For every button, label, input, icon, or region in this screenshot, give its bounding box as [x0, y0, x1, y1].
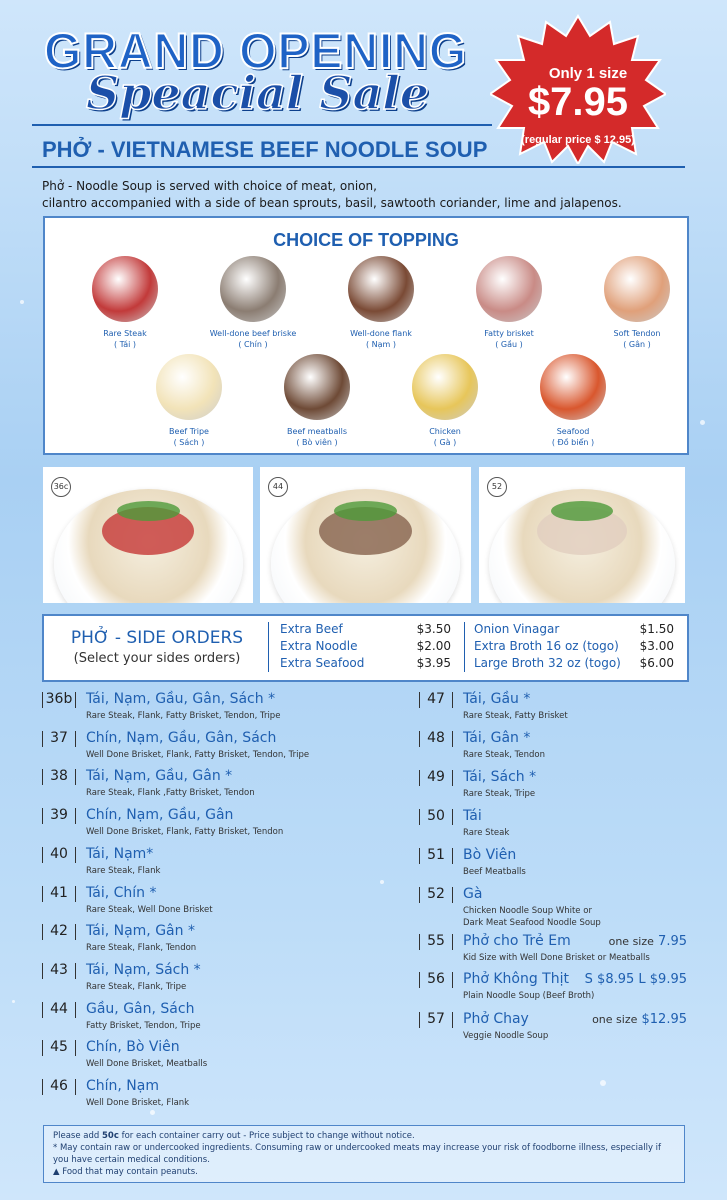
item-description-line: Rare Steak, Fatty Brisket: [463, 711, 568, 721]
item-number: 57: [419, 1011, 453, 1027]
item-description: Well Done Brisket, Flank: [86, 1098, 190, 1108]
side-order-name: Extra Noodle: [280, 639, 358, 653]
topping-viet-name: ( Gầu ): [495, 340, 523, 349]
topping-photo: [156, 354, 222, 420]
item-number: 56: [419, 971, 453, 987]
item-price: [592, 1012, 687, 1027]
topping-photo: [348, 256, 414, 322]
price-value: S $8.95 L $9.95: [584, 972, 687, 987]
item-description-line: Rare Steak: [463, 828, 510, 838]
side-order-price: $2.00: [416, 639, 451, 653]
price-label: one size: [608, 935, 654, 948]
item-name: Tái, Sách *: [463, 769, 537, 785]
menu-item: [419, 769, 689, 805]
topping-item: [385, 354, 505, 448]
topping-viet-name: ( Nạm ): [365, 340, 396, 349]
side-order-name: Extra Seafood: [280, 656, 365, 670]
item-number: 46: [42, 1078, 76, 1094]
item-name: Tái, Gầu *: [463, 691, 531, 707]
item-description-line: Rare Steak, Tripe: [463, 789, 536, 799]
item-description: [463, 710, 568, 722]
topping-viet-name: ( Chín ): [238, 340, 268, 349]
topping-item: [65, 256, 185, 350]
menu-item: [419, 886, 689, 928]
item-number: 47: [419, 691, 453, 707]
item-name: Chín, Bò Viên: [86, 1039, 180, 1056]
badge-price: $7.95: [527, 80, 629, 124]
footer-text: for each container carry out - Price subject to change without notice.: [118, 1131, 415, 1141]
item-description: Well Done Brisket, Flank, Fatty Brisket, Tendon: [86, 827, 284, 838]
topping-photo: [476, 256, 542, 322]
topping-viet-name: ( Gà ): [433, 438, 457, 447]
side-order-price: $3.00: [639, 639, 674, 653]
snow-dot: [700, 420, 705, 425]
snow-dot: [20, 300, 24, 304]
special-sale-title: Speacial Sale: [86, 66, 430, 120]
item-description: Rare Steak, Well Done Brisket: [86, 904, 213, 915]
menu-item: [42, 846, 402, 882]
item-description: [463, 749, 545, 761]
item-description: [463, 990, 594, 1002]
topping-item: [321, 256, 441, 350]
item-name: Tái, Chín *: [86, 884, 157, 901]
item-number-badge: 52: [487, 477, 507, 497]
topping-title: CHOICE OF TOPPING: [273, 230, 459, 250]
item-description-line: Chicken Noodle Soup White or: [463, 906, 592, 916]
footer-text: 50c: [102, 1131, 119, 1141]
topping-photo: [220, 256, 286, 322]
topping-item: [577, 256, 697, 350]
topping-name: Well-done flank: [350, 329, 412, 338]
item-number: 38: [42, 768, 76, 784]
item-name: Tái, Nạm, Sách *: [86, 961, 201, 978]
topping-name: Seafood: [556, 427, 590, 436]
item-description-line: Rare Steak, Tendon: [463, 750, 546, 760]
item-description: [463, 788, 535, 800]
item-number: 44: [42, 1001, 76, 1017]
item-description-line: Veggie Noodle Soup: [463, 1031, 549, 1041]
item-name: Phở Không Thịt: [463, 971, 569, 987]
topping-name: Well-done beef briske: [209, 329, 297, 338]
item-name: Phở cho Trẻ Em: [463, 933, 571, 949]
side-order-price: $3.50: [416, 622, 451, 636]
topping-name: Beef Tripe: [169, 427, 209, 436]
badge-size-label: Only 1 size: [548, 65, 628, 82]
topping-viet-name: ( Gân ): [623, 340, 651, 349]
side-order-name: Large Broth 32 oz (togo): [474, 656, 621, 670]
item-description: Rare Steak, Flank, Tendon: [86, 943, 197, 954]
topping-name: Chicken: [429, 427, 461, 436]
item-name: Chín, Nạm, Gầu, Gân, Sách: [86, 729, 277, 746]
side-order-name: Onion Vinagar: [474, 622, 560, 636]
topping-viet-name: ( Bò viên ): [296, 438, 338, 447]
item-name: Chín, Nạm: [86, 1078, 160, 1094]
topping-name: Fatty brisket: [484, 329, 534, 338]
side-orders-subtitle: (Select your sides orders): [73, 651, 241, 666]
menu-item: [42, 962, 402, 998]
topping-item: [513, 354, 633, 448]
divider: [268, 622, 269, 672]
item-number-badge: 36c: [51, 477, 71, 497]
topping-photo: [540, 354, 606, 420]
menu-item: [419, 730, 689, 766]
footer-text: Please add: [53, 1131, 102, 1141]
item-description-line: Dark Meat Seafood Noodle Soup: [463, 918, 601, 928]
item-description: [463, 952, 650, 964]
side-orders-title: PHỞ - SIDE ORDERS: [70, 628, 244, 648]
menu-item: [42, 768, 402, 804]
snow-dot: [600, 1080, 606, 1086]
item-name: Tái, Nạm, Gầu, Gân *: [86, 768, 233, 785]
item-description: Well Done Brisket, Flank, Fatty Brisket, Tendon, Tripe: [86, 749, 310, 760]
section-title: PHỞ - VIETNAMESE BEEF NOODLE SOUP: [42, 137, 488, 162]
item-name: Tái, Nạm, Gầu, Gân, Sách *: [86, 691, 276, 707]
item-number: 55: [419, 933, 453, 949]
footer-notes: [43, 1125, 685, 1183]
item-number: 39: [42, 807, 76, 823]
item-name: Gà: [463, 886, 483, 902]
menu-item: [419, 808, 689, 844]
side-order-name: Extra Beef: [280, 622, 343, 636]
menu-item: [42, 923, 402, 959]
item-description: [463, 827, 509, 839]
item-description: Rare Steak, Flank ,Fatty Brisket, Tendon: [86, 788, 255, 799]
item-description: Rare Steak, Flank, Tripe: [86, 981, 187, 992]
item-description: Rare Steak, Flank, Fatty Brisket, Tendon, Tripe: [86, 711, 281, 721]
menu-item: [42, 730, 402, 766]
topping-viet-name: ( Sách ): [173, 438, 205, 447]
footer-line: * May contain raw or undercooked ingredients. Consuming raw or undercooked meats may increase your risk of foodborne illness, especially if you have certain medical conditions.: [53, 1143, 662, 1165]
topping-photo: [284, 354, 350, 420]
item-description: [463, 866, 526, 878]
topping-item: [257, 354, 377, 448]
herb-shape: [334, 501, 397, 521]
badge-regular-price: (regular price $ 12.95): [521, 134, 635, 146]
price-value: $12.95: [641, 1012, 687, 1027]
topping-photo: [92, 256, 158, 322]
item-price: [585, 972, 687, 987]
menu-item: [42, 691, 402, 727]
topping-name: Beef meatballs: [286, 427, 348, 436]
menu-item: [42, 1001, 402, 1037]
topping-item: [193, 256, 313, 350]
item-description: Rare Steak, Flank: [86, 865, 161, 876]
topping-viet-name: ( Đồ biển ): [551, 438, 595, 447]
pho-bowl-photo: [43, 467, 253, 603]
pho-bowl-photo: [479, 467, 685, 603]
price-value: 7.95: [658, 934, 687, 949]
topping-photo: [412, 354, 478, 420]
pho-bowl-photo: [260, 467, 471, 603]
footer-line: [53, 1130, 675, 1142]
topping-viet-name: ( Tái ): [113, 340, 136, 349]
side-orders-box: [42, 614, 689, 682]
herb-shape: [117, 501, 180, 521]
herb-shape: [551, 501, 613, 521]
item-price: [609, 934, 687, 949]
item-description: [463, 905, 601, 929]
item-description-line: Beef Meatballs: [463, 867, 526, 877]
item-number: 51: [419, 847, 453, 863]
topping-name: Rare Steak: [103, 329, 147, 338]
item-name: Gầu, Gân, Sách: [86, 1000, 195, 1017]
divider: [32, 124, 492, 126]
grand-opening-title: GRAND OPENING: [44, 23, 468, 79]
divider: [32, 166, 685, 168]
side-order-price: $3.95: [416, 656, 451, 670]
topping-item: [129, 354, 249, 448]
item-number: 37: [42, 730, 76, 746]
topping-photo: [604, 256, 670, 322]
topping-item: [449, 256, 569, 350]
item-number-badge: 44: [268, 477, 288, 497]
item-number: 41: [42, 885, 76, 901]
item-description-line: Plain Noodle Soup (Beef Broth): [463, 991, 595, 1001]
item-description-line: Kid Size with Well Done Brisket or Meatballs: [463, 953, 650, 963]
snow-dot: [12, 1000, 15, 1003]
item-number: 40: [42, 846, 76, 862]
item-number: 42: [42, 923, 76, 939]
item-description: Fatty Brisket, Tendon, Tripe: [86, 1020, 201, 1031]
item-name: Tái: [463, 808, 482, 824]
item-name: Tái, Nạm*: [86, 845, 154, 862]
item-description: [463, 1030, 548, 1042]
menu-item: [42, 807, 402, 843]
desc-line: cilantro accompanied with a side of bean sprouts, basil, sawtooth coriander, lime and jalapenos.: [42, 196, 622, 210]
item-name: Chín, Nạm, Gầu, Gân: [86, 807, 234, 824]
topping-box: [43, 216, 689, 455]
menu-item: [419, 847, 689, 883]
topping-name: Soft Tendon: [613, 329, 661, 338]
item-name: Tái, Gân *: [463, 730, 531, 746]
item-number: 36b: [42, 691, 76, 707]
menu-item: [419, 691, 689, 727]
side-order-price: $6.00: [639, 656, 674, 670]
menu-item: [419, 1011, 689, 1047]
menu-item: [42, 1078, 402, 1114]
side-order-price: $1.50: [639, 622, 674, 636]
item-number: 50: [419, 808, 453, 824]
menu-item: [42, 1039, 402, 1075]
item-number: 48: [419, 730, 453, 746]
item-name: Tái, Nạm, Gân *: [86, 923, 195, 940]
menu-item: [419, 971, 689, 1007]
item-number: 45: [42, 1039, 76, 1055]
item-name: Phở Chay: [463, 1011, 529, 1027]
item-number: 43: [42, 962, 76, 978]
menu-item: [419, 933, 689, 969]
item-number: 52: [419, 886, 453, 902]
item-number: 49: [419, 769, 453, 785]
item-name: Bò Viên: [463, 847, 517, 863]
price-label: one size: [592, 1013, 638, 1026]
desc-line: Phở - Noodle Soup is served with choice of meat, onion,: [42, 179, 377, 193]
divider: [464, 622, 465, 672]
item-description: Well Done Brisket, Meatballs: [86, 1059, 208, 1070]
side-order-name: Extra Broth 16 oz (togo): [474, 639, 619, 653]
footer-line: ▲ Food that may contain peanuts.: [53, 1167, 198, 1177]
menu-item: [42, 885, 402, 921]
soup-description: [42, 178, 622, 212]
